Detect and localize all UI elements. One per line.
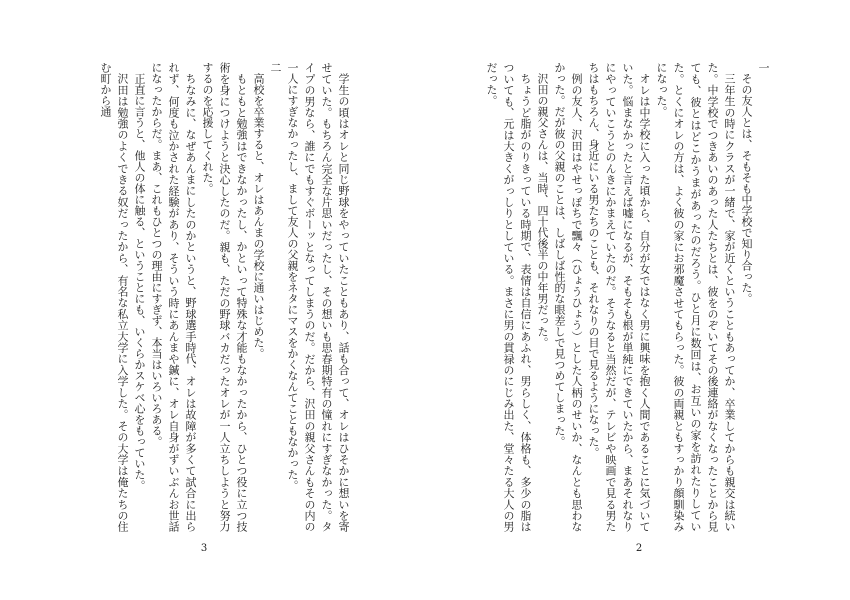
paragraph: 学生の頃はオレと同じ野球をやっていたこともあり、話も合って、オレはひそかに想いを寄せていた。もちろん完全な片思いだったし、その想いも思春期特有の憧れにすぎなかった。タイプの男なら、誰にでもすぐボーッとなってしまうのだ。だから、沢田の親父さんもその内の一人にすぎなかったし、まして友人の父親をネタにマスをかくなんてこともなかった。: [286, 62, 350, 533]
paragraph: 沢田は勉強のよくできる奴だったから、有名な私立大学に入学した。その大学は俺たちの住む町から通: [99, 62, 129, 532]
paragraph: 三年生の時にクラスが一緒で、家が近くということもあってか、卒業してからも親交は続いた。中学校でつきあいのあった人たちとは、彼をのぞいてその後連絡がなくなったことから見ても、彼とはどこかうまがあったのだろう。ひと月に数回は、お互いの家を訪れたりしていた。とくにオレの方は、よく彼の家にお邪魔させてもらった。彼の両親ともすっかり顔馴染みになった。: [655, 62, 736, 533]
page-number: 3: [200, 543, 208, 554]
paragraph: オレは中学校に入った頃から、自分が女ではなく男に興味を抱く人間であることに気づいていた。悩まなかったと言えば嘘になるが、そもそも根が単純にできていたから、まあそれなりにやっていこうとのんきにかまえていたのだ。そうなると当然だが、テレビや映画で見る男たちはもちろん、身近にいる男たちのことも、それなりの目で見るようになった。: [587, 62, 651, 533]
paragraph: その友人とは、そもそも中学校で知り合った。: [740, 73, 753, 304]
paragraph: ちょうど脂がのりきっている時期で、表情は自信にあふれ、男らしく、体格も、多少の脂はついても、元は大きくがっしりとしている。まさに男の貫禄のにじみ出た、堂々たる大人の男だった。: [485, 62, 532, 532]
paragraph: もともと勉強はできなかったし、かといって特殊な才能もなかったから、ひとつ役に立つ技術を身につけようと決心したのだ。親も、ただの野球バカだったオレが一人立ちしようと努力するのを応援してくれた。: [201, 62, 248, 533]
paragraph: ちなみに、なぜあんまにしたのかというと、野球選手時代、オレは故障が多くて試合に出られず、何度も泣かされた経験があり、そういう時にあんまや鍼に、オレ自身がずいぶんお世話になったからだ。まあ、これもひとつの理由にすぎず、本当はいろいろある。: [150, 62, 197, 532]
section-mark: 二: [269, 62, 282, 73]
paragraph: 例の友人、沢田はやせっぽちで飄々（ひょうひょう）とした人柄のせいか、なんとも思わなかった。だが彼の父親のことは、しばしば性的な眼差しで見つめてしまった。: [553, 62, 583, 532]
left-page-body: [82, 62, 352, 532]
right-page-body: [472, 62, 772, 532]
paragraph: 沢田の親父さんは、当時、四十代後半の中年男だった。: [536, 73, 549, 348]
right-page: [425, 0, 850, 600]
paragraph: 高校を卒業すると、オレはあんまの学校に通いはじめた。: [252, 73, 265, 359]
section-mark: 一: [757, 62, 770, 73]
paragraph: 正直に言うと、他人の体に触る、ということにも、いくらかスケベ心をもっていた。: [133, 73, 146, 491]
page-number: 2: [635, 543, 643, 554]
